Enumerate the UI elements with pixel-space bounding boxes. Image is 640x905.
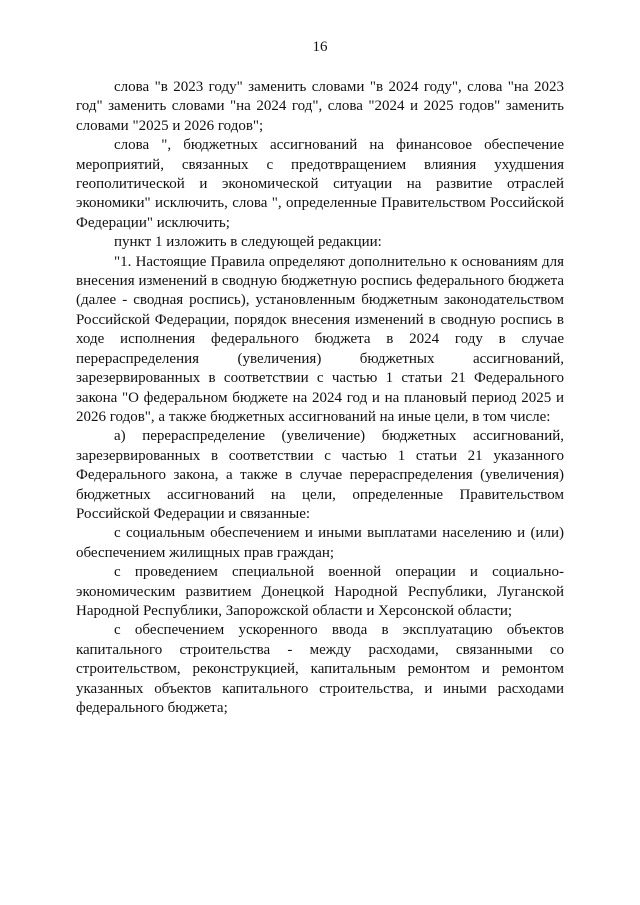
page-number: 16 [312, 39, 328, 55]
paragraph-subpoint-a: а) перераспределение (увеличение) бюджетных ассигнований, зарезервированных в соответствии с частью 1 статьи 21 указанного Федерального закона, а также в случае перераспределения (увеличения) бюджетных ассигнований на цели, определенные Правительством Российской Федерации и связанные: [76, 428, 564, 522]
paragraph-point-1-intro: пункт 1 изложить в следующей редакции: [114, 234, 382, 251]
paragraph-replace-years: слова "в 2023 году" заменить словами "в 2024 году", слова "на 2023 год" заменить словами "на 2024 год", слова "2024 и 2025 годов" заменить словами "2025 и 2026 годов"; [76, 79, 564, 134]
paragraph-capital-construction: с обеспечением ускоренного ввода в эксплуатацию объектов капитального строительства - между расходами, связанными со строительством, реконструкцией, капитальным ремонтом и ремонтом указанных объектов капитального строительства, и иными расходами федерального бюджета; [76, 622, 564, 716]
paragraph-social-security: с социальным обеспечением и иными выплатами населению и (или) обеспечением жилищных прав граждан; [76, 525, 564, 561]
paragraph-special-operation: с проведением специальной военной операции и социально-экономическим развитием Донецкой Народной Республики, Луганской Народной Республики, Запорожской области и Херсонской области; [76, 564, 564, 619]
document-body [76, 78, 564, 718]
paragraph-exclude-words: слова ", бюджетных ассигнований на финансовое обеспечение мероприятий, связанных с предотвращением влияния ухудшения геополитической и экономической ситуации на развитие отраслей экономики" исключить, слова ", определенные Правительством Российской Федерации" исключить; [76, 137, 564, 231]
paragraph-point-1-text: "1. Настоящие Правила определяют дополнительно к основаниям для внесения изменений в сводную бюджетную роспись федерального бюджета (далее - сводная роспись), установленным бюджетным законодательством Российской Федерации, порядок внесения изменений в сводную роспись в ходе исполнения федерального бюджета в 2024 году в случае перераспределения (увеличения) бюджетных ассигнований, зарезервированных в соответствии с частью 1 статьи 21 Федерального закона "О федеральном бюджете на 2024 год и на плановый период 2025 и 2026 годов", а также бюджетных ассигнований на иные цели, в том числе: [76, 253, 564, 425]
